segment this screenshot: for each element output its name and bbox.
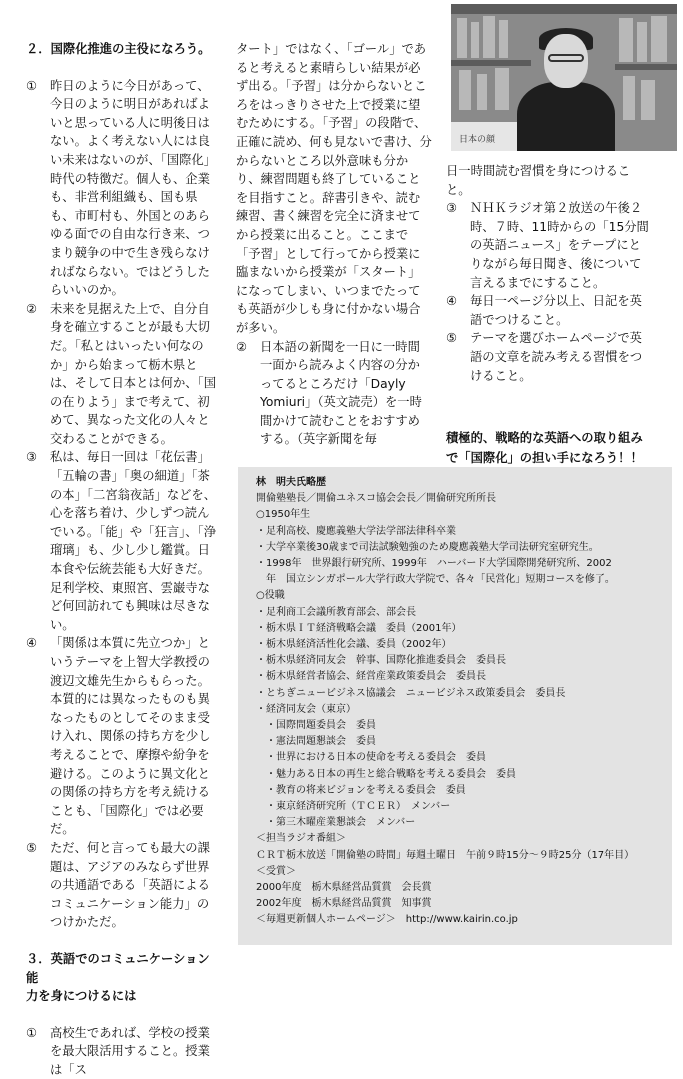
profile-line: ・栃木県経営者協会、経営産業政策委員会 委員長 [256,671,486,683]
item-number: ④ [446,294,458,309]
profile-line: ・足利高校、慶應義塾大学法学部法律科卒業 [256,525,456,537]
column-3 [446,162,652,385]
list-item [26,1024,218,1079]
item-text: ＮＨＫラジオ第２放送の午後２時、７時、11時からの「15分間の英語ニュース」をテープにとりながら毎日聞き、後について言えるまでにすること。 [470,201,649,290]
continued-text: タート」ではなく、「ゴール」であると考えると素晴らしい結果が必ず出る。「予習」は分からないところをはっきりさせた上で授業に望むためにする。「予習」の段階で、正確に読め、何も見ないで書け、分からないところ以外意味も分かり、練習問題も終了していることを目指すこと。辞書引きや、読む練習、書く練習を完全に済ませてから授業に出ること。ここまで「予習」として行ってから授業に臨まないから授業が「スタート」になってしまい、いつまでたっても英語が少しも身に付かない場合が多い。 [236,42,432,335]
author-photo [451,4,677,151]
item-text: 「関係は本質に先立つか」というテーマを上智大学教授の渡辺文雄先生からもらった。本質的には異なったものも異なったものとしてそのまま受け入れ、関係の持ち方を少し考えることで、摩擦や紛争を避ける。このように異文化との関係の持ち方を考え続けることも、「国際化」では必要だ。 [50,636,211,837]
profile-line: ○役職 [256,590,285,602]
list-item [26,634,218,839]
column-1 [26,40,218,1079]
list-item [26,77,218,300]
section-2-list [26,77,218,932]
profile-line: ・栃木県ＩＴ経済戦略会議 委員（2001年） [256,622,462,634]
closing-slogan: 積極的、戦略的な英語への取り組み で「国際化」の担い手になろう！！ [446,431,643,465]
profile-line: ・教育の将来ビジョンを考える委員会 委員 [256,784,466,796]
item-text: 私は、毎日一回は「花伝書」「五輪の書」「奥の細道」「茶の本」「二宮翁夜話」などを、心を落ち着け、少しずつ読んでいる。「能」や「狂言」、「浄瑠璃」も、少し少し鑑賞。日本食や伝統芸能も大好きだ。足利学校、東照宮、雲巌寺など何回訪れても興味は尽きない。 [50,450,217,632]
item-text: テーマを選びホームページで英語の文章を読み考える習慣をつけること。 [470,331,643,383]
profile-line: ・憲法問題懇談会 委員 [256,736,376,748]
list-item [26,300,218,449]
profile-line: ・魅力ある日本の再生と総合戦略を考える委員会 委員 [256,768,516,780]
profile-line: 開倫塾塾長／開倫ユネスコ協会会長／開倫研究所所長 [256,493,496,505]
list-item [26,448,218,634]
profile-line: ・栃木県経済同友会 幹事、国際化推進委員会 委員長 [256,655,506,667]
item-text: 未来を見据えた上で、自分自身を確立することが最も大切だ。「私とはいったい何なのか」から始まって栃木県とは、そして日本とは何か、「国の在りよう」まで考えて、初めて、異なった文化の人々と交わることができる。 [50,301,217,446]
profile-line: ＜担当ラジオ番組＞ [256,833,346,845]
profile-line: ＜受賞＞ [256,865,296,877]
item-text: 毎日一ページ分以上、日記を英語でつけること。 [470,294,642,327]
profile-line: ・とちぎニュービジネス協議会 ニュービジネス政策委員会 委員長 [256,687,566,699]
profile-line: 2002年度 栃木県経営品質賞 知事賞 [256,898,432,910]
item-number: ① [26,78,38,93]
item-number: ② [236,339,248,354]
list-item [446,292,652,329]
profile-line: ・足利商工会議所教育部会、部会長 [256,606,416,618]
section-3-list [26,1024,218,1079]
section-heading-2: ２．国際化推進の主役になろう。 [26,42,211,56]
profile-line: 2000年度 栃木県経営品質賞 会長賞 [256,882,432,894]
photo-caption: 日本の顔 [459,135,496,145]
item-number: ② [26,301,38,316]
continued-text: 日一時間読む習慣を身につけること。 [446,164,631,197]
profile-line: ・栃木県経済活性化会議、委員（2002年） [256,639,452,651]
profile-line: ＣＲＴ栃木放送「開倫塾の時間」毎週土曜日 午前９時15分〜９時25分（17年目） [256,849,635,861]
item-number: ③ [446,201,458,216]
item-number: ⑤ [446,331,458,346]
item-text: 昨日のように今日があって、今日のように明日があればよいと思っている人に明後日はない。よく考えない人には良い未来はないのが、「国際化」時代の特徴だ。個人も、企業も、非営利組織も、国も県も、市町村も、外国とのあらゆる面での自由な行き来、つまり競争の中で生き残らなければならない。ではどうしたらいいのか。 [50,78,217,298]
list-item [446,329,652,385]
item-text: 高校生であれば、学校の授業を最大限活用すること。授業は「ス [50,1025,210,1077]
profile-line: ・大学卒業後30歳まで司法試験勉強のため慶應義塾大学司法研究室研究生。 [256,541,599,553]
profile-box [238,467,672,945]
profile-title: 林 明夫氏略歴 [256,477,326,488]
profile-line: ○1950年生 [256,509,311,521]
list-item [26,839,218,932]
profile-line: ・国際問題委員会 委員 [256,720,376,732]
profile-homepage-line: ＜毎週更新個人ホームページ＞ http://www.kairin.co.jp [256,914,518,926]
item-text: ただ、何と言っても最大の課題は、アジアのみならず世界の共通語である「英語によるコミュニケーション能力」のつけかただ。 [50,840,210,930]
item-number: ⑤ [26,840,38,855]
profile-line: ・経済同友会（東京） [256,703,356,715]
item-text: 日本語の新聞を一日に一時間一面から読みよく内容の分かってるところだけ「Dayly Yomiuri」（英文読売）を一時間かけて読むことをおすすめする。（英字新聞を毎 [260,339,422,447]
profile-line: ・世界における日本の使命を考える委員会 委員 [256,752,486,764]
list-item [446,199,652,292]
profile-line: 年 国立シンガポール大学行政大学院で、各々「民営化」短期コースを修了。 [256,574,615,586]
profile-line: ・第三木曜産業懇談会 メンバー [256,817,416,829]
item-number: ① [26,1025,38,1040]
column-2 [236,40,432,449]
item-number: ④ [26,636,38,651]
profile-line: ・東京経済研究所（ＴＣＥＲ） メンバー [256,801,451,813]
section-heading-3: ３．英語でのコミュニケーション能 力を身につけるには [26,951,210,1004]
profile-line: ・1998年 世界銀行研究所、1999年 ハーバード大学国際開発研究所、2002 [256,558,612,570]
list-item [236,338,432,450]
item-number: ③ [26,450,38,465]
